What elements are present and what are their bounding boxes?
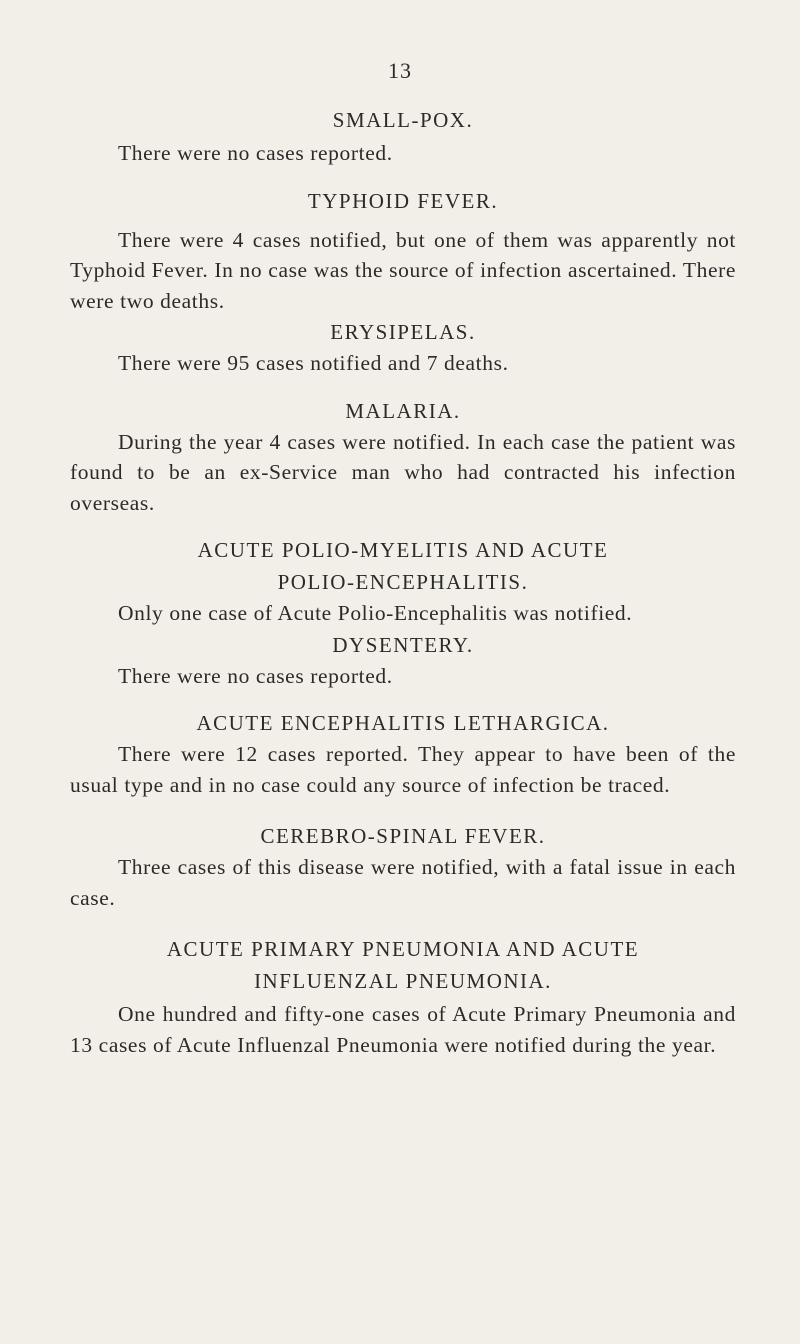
section-paragraph: There were 12 cases reported. They appear to have been of the usual type and in no case could any source of infection be traced.	[70, 742, 736, 797]
section-dysentery	[70, 629, 736, 692]
section-heading: CEREBRO-SPINAL FEVER.	[260, 824, 546, 848]
section-heading: ACUTE ENCEPHALITIS LETHARGICA.	[196, 711, 610, 735]
section-heading-line-2: POLIO-ENCEPHALITIS.	[277, 570, 529, 594]
section-typhoid-fever	[70, 185, 736, 317]
section-small-pox	[70, 104, 736, 169]
section-paragraph: There were no cases reported.	[118, 663, 393, 688]
document-body	[70, 104, 736, 1060]
section-heading-line-1: ACUTE POLIO-MYELITIS AND ACUTE	[197, 538, 609, 562]
section-paragraph: There were no cases reported.	[118, 141, 393, 165]
section-heading: ERYSIPELAS.	[330, 320, 476, 344]
section-pneumonia	[70, 933, 736, 1060]
page-number: 13	[388, 58, 412, 83]
section-paragraph: Only one case of Acute Polio-Encephalitis was notified.	[118, 601, 633, 625]
section-paragraph: One hundred and fifty-one cases of Acute Primary Pneumonia and 13 cases of Acute Influenzal Pneumonia were notified during the year.	[70, 1002, 736, 1057]
section-erysipelas	[70, 316, 736, 379]
section-heading: DYSENTERY.	[332, 632, 474, 657]
section-paragraph: Three cases of this disease were notified, with a fatal issue in each case.	[70, 855, 736, 910]
section-heading-line-1: ACUTE PRIMARY PNEUMONIA AND ACUTE	[166, 937, 640, 961]
section-heading: SMALL-POX.	[332, 108, 474, 132]
section-heading: TYPHOID FEVER.	[307, 188, 499, 213]
section-paragraph: During the year 4 cases were notified. In each case the patient was found to be an ex-Service man who had contracted his infection overseas.	[70, 429, 736, 515]
section-cerebro-spinal-fever	[70, 820, 736, 913]
section-heading: MALARIA.	[345, 398, 461, 423]
section-polio-myelitis	[70, 534, 736, 629]
section-encephalitis-lethargica	[70, 707, 736, 800]
section-paragraph: There were 95 cases notified and 7 deaths.	[118, 351, 509, 375]
section-malaria	[70, 395, 736, 519]
section-paragraph: There were 4 cases notified, but one of them was apparently not Typhoid Fever. In no case was the source of infection ascertained. There were two deaths.	[70, 227, 736, 313]
section-heading-line-2: INFLUENZAL PNEUMONIA.	[254, 969, 552, 993]
